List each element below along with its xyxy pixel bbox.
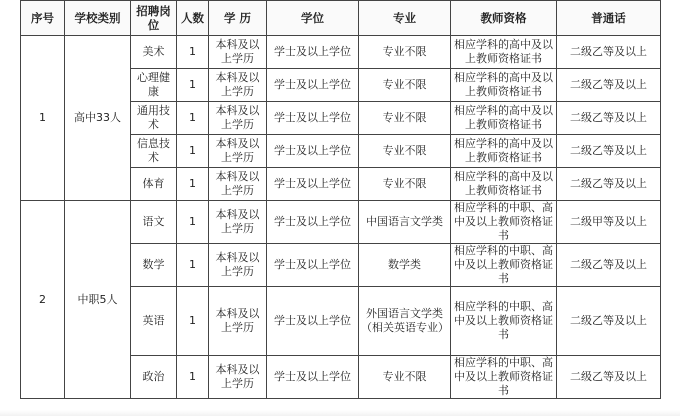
cell-mandarin: 二级乙等及以上: [557, 36, 661, 69]
cell-degree: 学士及以上学位: [267, 287, 359, 356]
cell-position: 通用技术: [131, 102, 177, 135]
cell-position: 体育: [131, 168, 177, 201]
header-row: [21, 1, 661, 36]
header-education: 学 历: [209, 1, 267, 36]
cell-count: 1: [177, 356, 209, 399]
cell-degree: 学士及以上学位: [267, 356, 359, 399]
group-no: 2: [21, 201, 65, 399]
cell-education: 本科及以上学历: [209, 356, 267, 399]
cell-count: 1: [177, 135, 209, 168]
cell-major: 专业不限: [359, 69, 451, 102]
cell-mandarin: 二级乙等及以上: [557, 287, 661, 356]
header-position: 招聘岗位: [131, 1, 177, 36]
cell-count: 1: [177, 36, 209, 69]
cell-qualification: 相应学科的高中及以上教师资格证书: [451, 168, 557, 201]
cell-position: 心理健康: [131, 69, 177, 102]
cell-degree: 学士及以上学位: [267, 201, 359, 244]
cell-mandarin: 二级乙等及以上: [557, 102, 661, 135]
cell-degree: 学士及以上学位: [267, 135, 359, 168]
cell-major: 专业不限: [359, 36, 451, 69]
cell-education: 本科及以上学历: [209, 201, 267, 244]
recruitment-table: [20, 0, 661, 399]
header-no: 序号: [21, 1, 65, 36]
cell-qualification: 相应学科的中职、高中及以上教师资格证书: [451, 287, 557, 356]
cell-mandarin: 二级乙等及以上: [557, 69, 661, 102]
header-degree: 学位: [267, 1, 359, 36]
group-school-type: 中职5人: [65, 201, 131, 399]
bottom-fade: [0, 410, 680, 416]
cell-count: 1: [177, 287, 209, 356]
cell-position: 语文: [131, 201, 177, 244]
cell-count: 1: [177, 102, 209, 135]
cell-qualification: 相应学科的高中及以上教师资格证书: [451, 135, 557, 168]
cell-major: 外国语言文学类（相关英语专业）: [359, 287, 451, 356]
cell-mandarin: 二级乙等及以上: [557, 356, 661, 399]
cell-major: 数学类: [359, 244, 451, 287]
cell-count: 1: [177, 201, 209, 244]
cell-education: 本科及以上学历: [209, 287, 267, 356]
cell-count: 1: [177, 244, 209, 287]
recruitment-table-container: [20, 0, 661, 399]
table-row: [21, 201, 661, 244]
cell-education: 本科及以上学历: [209, 36, 267, 69]
table-row: [21, 36, 661, 69]
cell-education: 本科及以上学历: [209, 69, 267, 102]
header-count: 人数: [177, 1, 209, 36]
cell-degree: 学士及以上学位: [267, 36, 359, 69]
cell-qualification: 相应学科的高中及以上教师资格证书: [451, 69, 557, 102]
cell-qualification: 相应学科的高中及以上教师资格证书: [451, 36, 557, 69]
cell-major: 中国语言文学类: [359, 201, 451, 244]
cell-degree: 学士及以上学位: [267, 69, 359, 102]
header-major: 专业: [359, 1, 451, 36]
cell-qualification: 相应学科的高中及以上教师资格证书: [451, 102, 557, 135]
cell-education: 本科及以上学历: [209, 135, 267, 168]
cell-major: 专业不限: [359, 135, 451, 168]
header-qualification: 教师资格: [451, 1, 557, 36]
cell-major: 专业不限: [359, 102, 451, 135]
cell-position: 政治: [131, 356, 177, 399]
cell-mandarin: 二级乙等及以上: [557, 244, 661, 287]
group-school-type: 高中33人: [65, 36, 131, 201]
cell-qualification: 相应学科的中职、高中及以上教师资格证书: [451, 356, 557, 399]
cell-education: 本科及以上学历: [209, 168, 267, 201]
cell-degree: 学士及以上学位: [267, 244, 359, 287]
cell-position: 信息技术: [131, 135, 177, 168]
group-no: 1: [21, 36, 65, 201]
cell-mandarin: 二级乙等及以上: [557, 168, 661, 201]
cell-degree: 学士及以上学位: [267, 102, 359, 135]
cell-qualification: 相应学科的中职、高中及以上教师资格证书: [451, 244, 557, 287]
cell-position: 美术: [131, 36, 177, 69]
cell-count: 1: [177, 168, 209, 201]
cell-education: 本科及以上学历: [209, 244, 267, 287]
cell-major: 专业不限: [359, 168, 451, 201]
cell-mandarin: 二级甲等及以上: [557, 201, 661, 244]
cell-degree: 学士及以上学位: [267, 168, 359, 201]
cell-count: 1: [177, 69, 209, 102]
cell-qualification: 相应学科的中职、高中及以上教师资格证书: [451, 201, 557, 244]
cell-position: 数学: [131, 244, 177, 287]
header-school-type: 学校类别: [65, 1, 131, 36]
header-mandarin: 普通话: [557, 1, 661, 36]
cell-major: 专业不限: [359, 356, 451, 399]
cell-education: 本科及以上学历: [209, 102, 267, 135]
cell-position: 英语: [131, 287, 177, 356]
cell-mandarin: 二级乙等及以上: [557, 135, 661, 168]
